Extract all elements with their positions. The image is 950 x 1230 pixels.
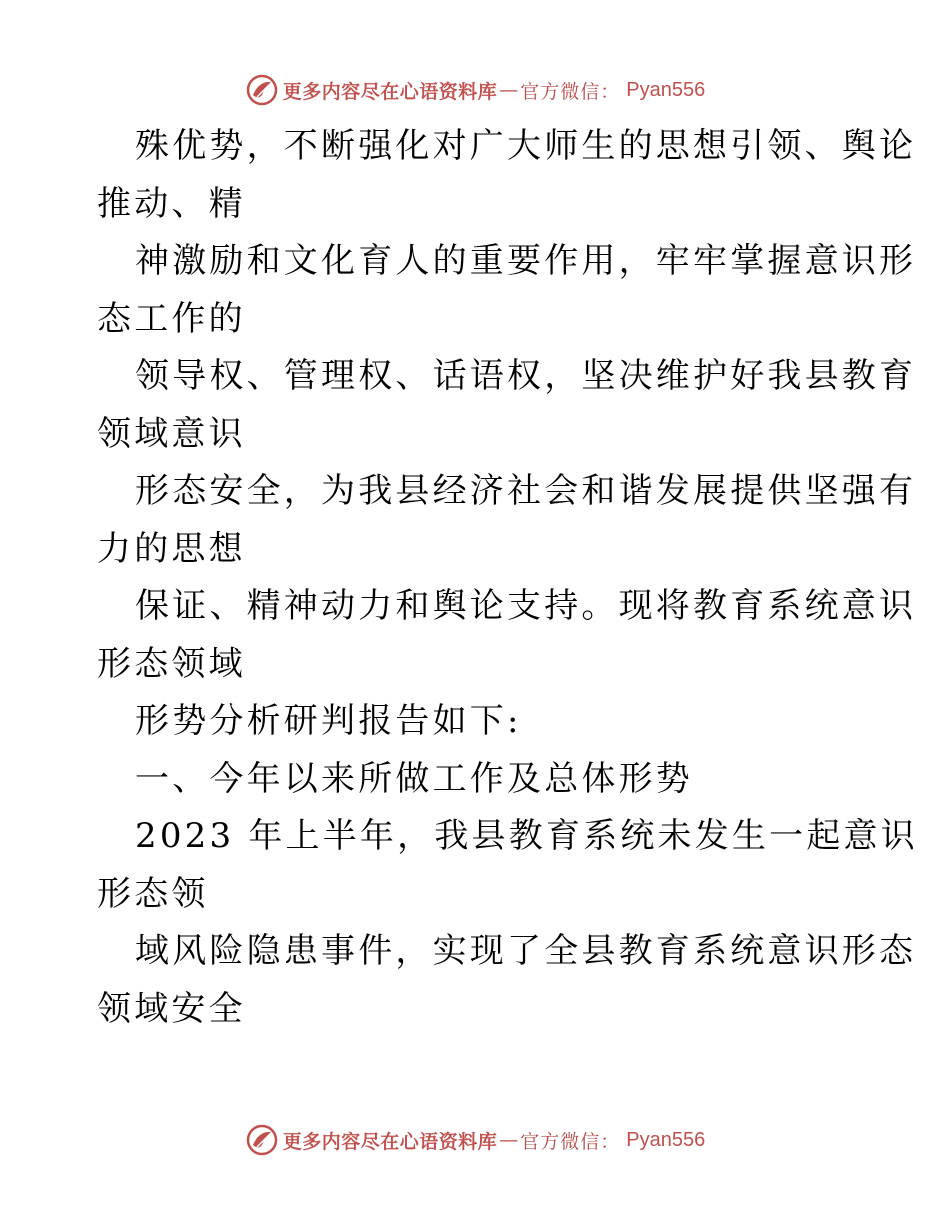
text-line: 形态领 <box>97 873 209 914</box>
text-line: 保证、精神动力和舆论支持。现将教育系统意识 <box>135 586 917 626</box>
footer-account: Pyan556 <box>626 1128 706 1151</box>
text-line: 领域意识 <box>97 413 246 454</box>
footer-site-name: 更多内容尽在心语资料库 <box>282 1130 498 1153</box>
text-line: 领域安全 <box>97 988 246 1029</box>
header-dash: — <box>499 79 519 101</box>
header-account: Pyan556 <box>626 78 706 101</box>
text-line: 力的思想 <box>97 528 246 569</box>
text-line: 形态领域 <box>97 643 246 684</box>
text-line: 推动、精 <box>97 183 246 224</box>
text-line: 域风险隐患事件，实现了全县教育系统意识形态 <box>135 931 917 971</box>
text-line: 形态安全，为我县经济社会和谐发展提供坚强有 <box>135 471 917 511</box>
header-watermark <box>0 70 950 110</box>
footer-wechat-label: 官方微信： <box>520 1130 621 1153</box>
text-line: 形势分析研判报告如下: <box>135 701 522 741</box>
section-heading: 一、今年以来所做工作及总体形势 <box>135 758 693 799</box>
footer-dash: — <box>499 1129 519 1151</box>
header-wechat-label: 官方微信： <box>520 80 621 103</box>
footer-watermark <box>0 1120 950 1160</box>
logo-icon <box>245 73 279 107</box>
text-line: 殊优势，不断强化对广大师生的思想引领、舆论 <box>135 126 917 166</box>
header-site-name: 更多内容尽在心语资料库 <box>282 80 498 103</box>
body-text <box>97 118 918 1038</box>
text-line: 神激励和文化育人的重要作用，牢牢掌握意识形 <box>135 241 917 281</box>
text-line: 领导权、管理权、话语权，坚决维护好我县教育 <box>135 356 917 396</box>
logo-icon <box>245 1123 279 1157</box>
text-line: 2023 年上半年，我县教育系统未发生一起意识 <box>135 816 918 856</box>
text-line: 态工作的 <box>97 298 246 339</box>
